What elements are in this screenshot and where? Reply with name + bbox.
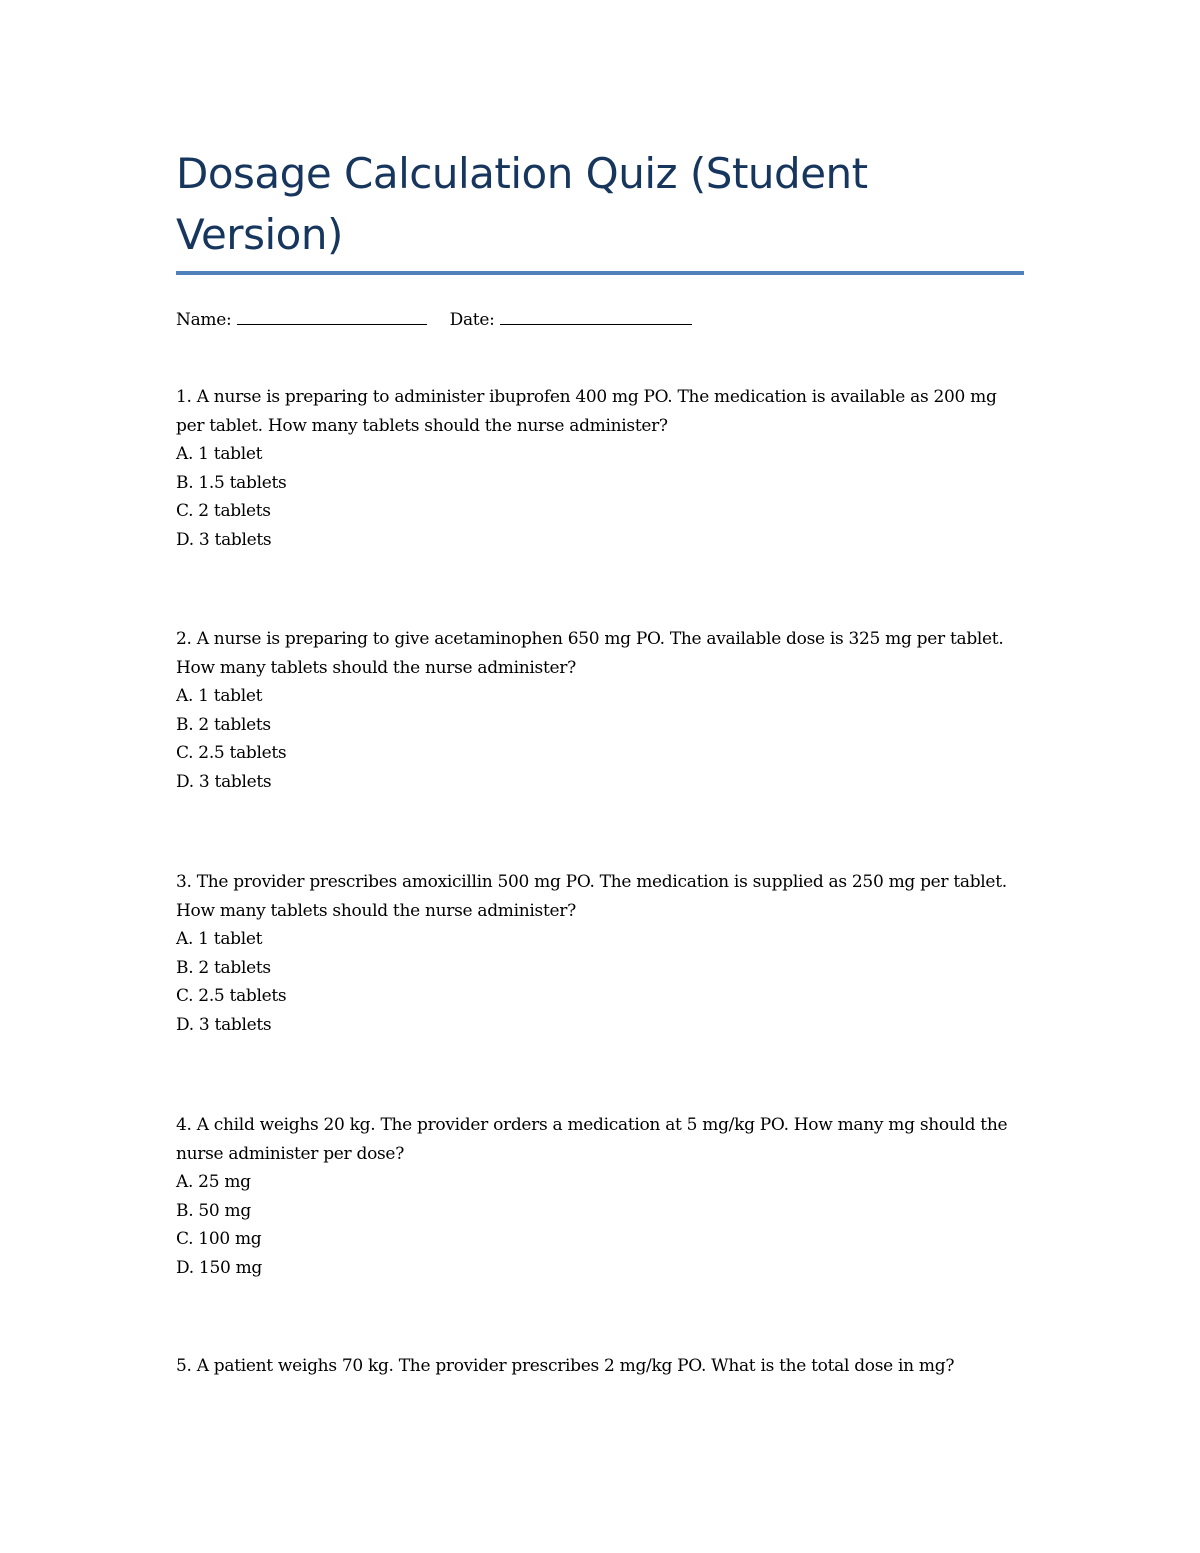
option-d: D. 150 mg [176, 1257, 262, 1278]
option-d: D. 3 tablets [176, 771, 272, 792]
question-stem: 4. A child weighs 20 kg. The provider orders a medication at 5 mg/kg PO. How many mg should the nurse administer per dose? [176, 1115, 1008, 1164]
question-4 [176, 1111, 1026, 1283]
option-c: C. 100 mg [176, 1229, 262, 1250]
option-c: C. 2.5 tablets [176, 986, 287, 1007]
answer-options [176, 925, 1026, 1039]
option-d: D. 3 tablets [176, 529, 272, 550]
answer-options [176, 1168, 1026, 1282]
option-c: C. 2.5 tablets [176, 743, 287, 764]
answer-options [176, 682, 1026, 796]
option-b: B. 50 mg [176, 1200, 251, 1221]
option-d: D. 3 tablets [176, 1014, 272, 1035]
question-stem: 3. The provider prescribes amoxicillin 500 mg PO. The medication is supplied as 250 mg per tablet. How many tablets should the nurse administer? [176, 872, 1007, 921]
option-b: B. 2 tablets [176, 957, 271, 978]
question-stem: 1. A nurse is preparing to administer ibuprofen 400 mg PO. The medication is available as 200 mg per tablet. How many tablets should the nurse administer? [176, 387, 997, 436]
name-label: Name: [176, 310, 232, 330]
date-label: Date: [449, 310, 495, 330]
option-a: A. 25 mg [176, 1172, 251, 1193]
question-stem: 5. A patient weighs 70 kg. The provider prescribes 2 mg/kg PO. What is the total dose in mg? [176, 1356, 955, 1376]
option-a: A. 1 tablet [176, 686, 263, 707]
option-a: A. 1 tablet [176, 444, 263, 465]
question-stem: 2. A nurse is preparing to give acetaminophen 650 mg PO. The available dose is 325 mg per tablet. How many tablets should the nurse administer? [176, 629, 1004, 678]
page-title: Dosage Calculation Quiz (Student Version) [176, 149, 868, 259]
title-divider [176, 271, 1024, 275]
question-3 [176, 868, 1026, 1040]
option-a: A. 1 tablet [176, 929, 263, 950]
title-block [176, 143, 1024, 265]
name-blank-field[interactable] [237, 306, 427, 325]
question-1 [176, 383, 1026, 555]
question-5 [176, 1352, 1026, 1381]
name-date-line [176, 306, 692, 334]
answer-options [176, 440, 1026, 554]
date-blank-field[interactable] [500, 306, 692, 325]
option-b: B. 2 tablets [176, 714, 271, 735]
option-c: C. 2 tablets [176, 501, 271, 522]
question-2 [176, 625, 1026, 797]
option-b: B. 1.5 tablets [176, 472, 287, 493]
